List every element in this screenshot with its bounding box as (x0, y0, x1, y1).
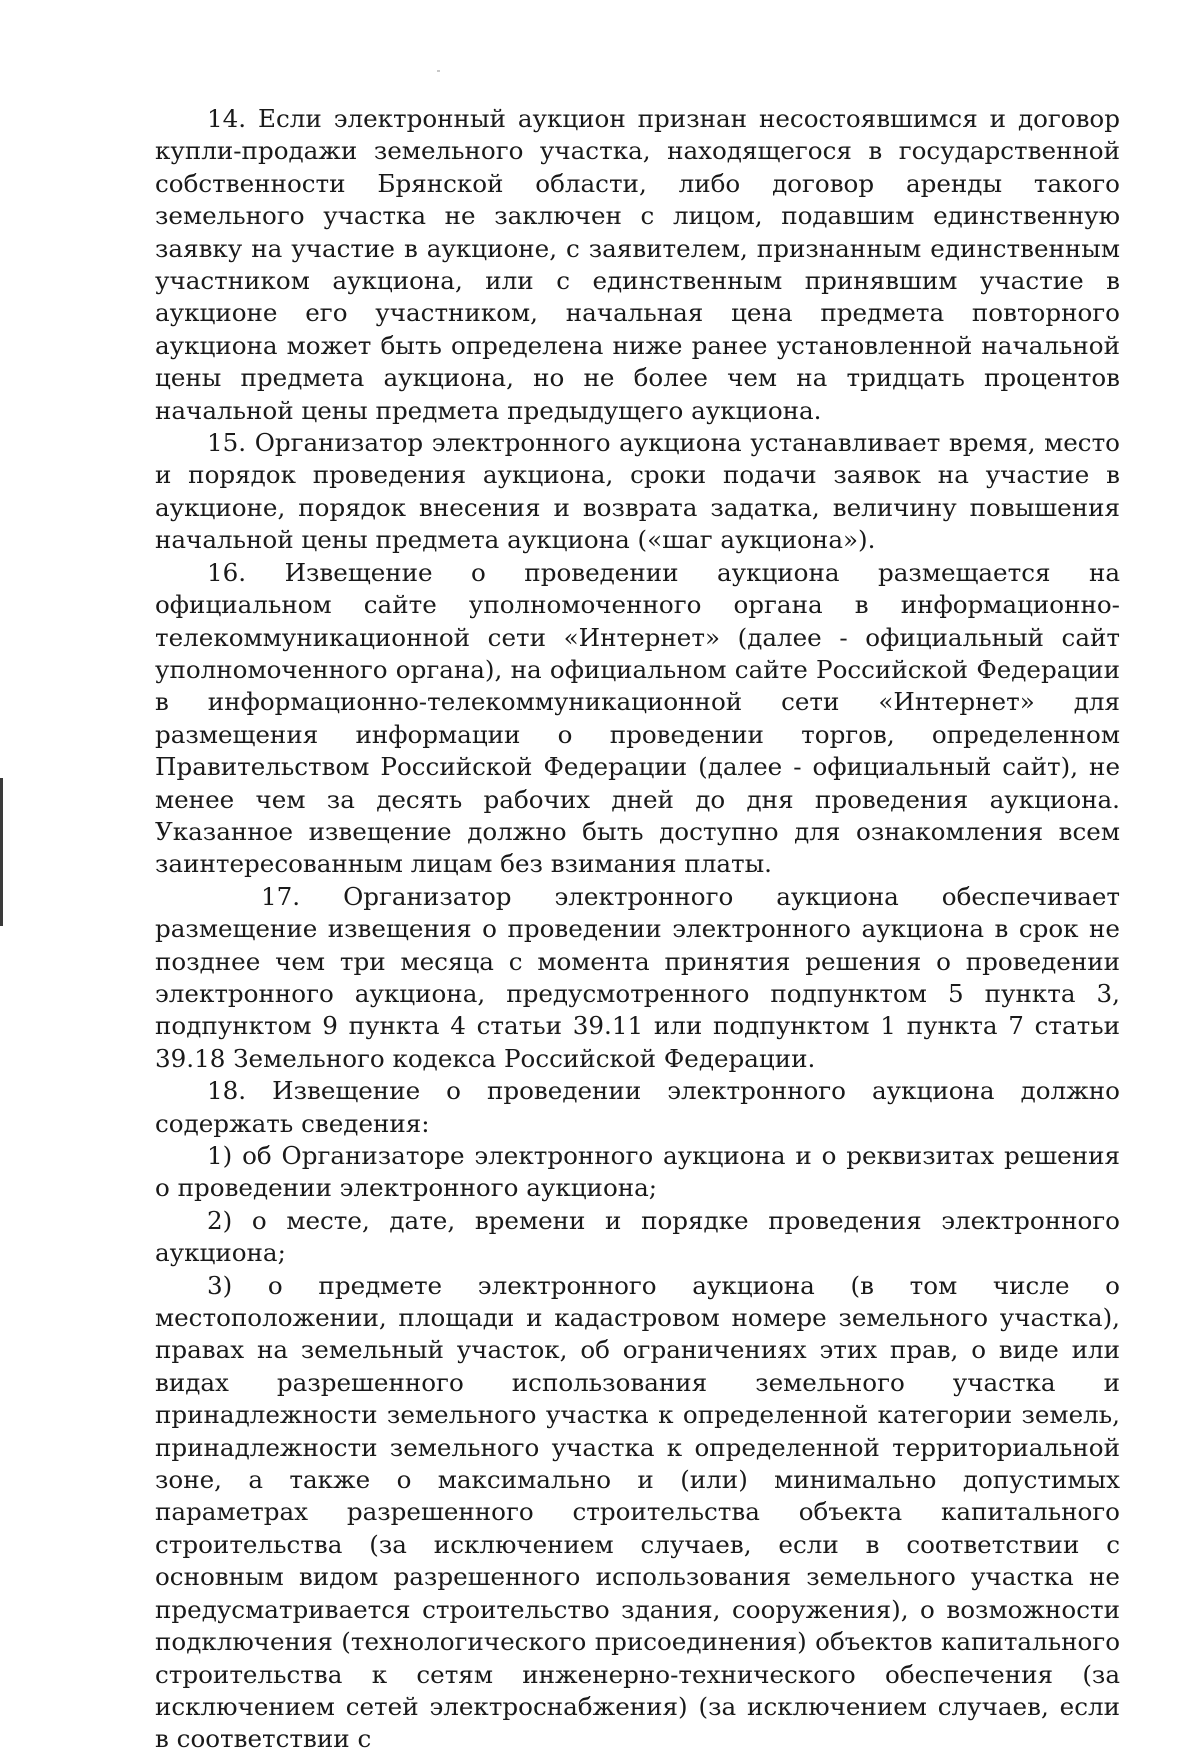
list-item-18-3: 3) о предмете электронного аукциона (в том числе о местоположении, площади и кадастровом номере земельного участка), правах на земельный участок, об ограничениях этих прав, о виде или видах разрешенного использования земельного участка и принадлежности земельного участка к определенной категории земель, принадлежности земельного участка к определенной территориальной зоне, а также о максимально и (или) минимально допустимых параметрах разрешенного строительства объекта капитального строительства (за исключением случаев, если в соответствии с основным видом разрешенного использования земельного участка не предусматривается строительство здания, сооружения), о возможности подключения (технологического присоединения) объектов капитального строительства к сетям инженерно-технического обеспечения (за исключением сетей электроснабжения) (за исключением случаев, если в соответствии с (155, 1270, 1120, 1754)
list-item-18-2: 2) о месте, дате, времени и порядке проведения электронного аукциона; (155, 1205, 1120, 1268)
paragraph-16: 16. Извещение о проведении аукциона размещается на официальном сайте уполномоченного органа в информационно-телекоммуникационной сети «Интернет» (далее - официальный сайт уполномоченного органа), на официальном сайте Российской Федерации в информационно-телекоммуникационной сети «Интернет» для размещения информации о проведении торгов, определенном Правительством Российской Федерации (далее - официальный сайт), не менее чем за десять рабочих дней до дня проведения аукциона. Указанное извещение должно быть доступно для ознакомления всем заинтересованным лицам без взимания платы. (155, 557, 1120, 879)
scan-speck (437, 70, 440, 72)
paragraph-15: 15. Организатор электронного аукциона устанавливает время, место и порядок проведения аукциона, сроки подачи заявок на участие в аукционе, порядок внесения и возврата задатка, величину повышения начальной цены предмета аукциона («шаг аукциона»). (155, 428, 1120, 555)
paragraph-14: 14. Если электронный аукцион признан несостоявшимся и договор купли-продажи земельного участка, находящегося в государственной собственности Брянской области, либо договор аренды такого земельного участка не заключен с лицом, подавшим единственную заявку на участие в аукционе, с заявителем, признанным единственным участником аукциона, или с единственным принявшим участие в аукционе его участником, начальная цена предмета повторного аукциона может быть определена ниже ранее установленной начальной цены предмета аукциона, но не более чем на тридцать процентов начальной цены предмета предыдущего аукциона. (155, 104, 1120, 425)
margin-binding-mark (0, 778, 3, 926)
document-body (155, 103, 1120, 1756)
paragraph-18: 18. Извещение о проведении электронного аукциона должно содержать сведения: (155, 1076, 1120, 1138)
list-item-18-1: 1) об Организаторе электронного аукциона и о реквизитах решения о проведении электронного аукциона; (155, 1141, 1120, 1203)
paragraph-17: 17. Организатор электронного аукциона обеспечивает размещение извещения о проведении электронного аукциона в срок не позднее чем три месяца с момента принятия решения о проведении электронного аукциона, предусмотренного подпунктом 5 пункта 3, подпунктом 9 пункта 4 статьи 39.11 или подпунктом 1 пункта 7 статьи 39.18 Земельного кодекса Российской Федерации. (155, 881, 1120, 1073)
